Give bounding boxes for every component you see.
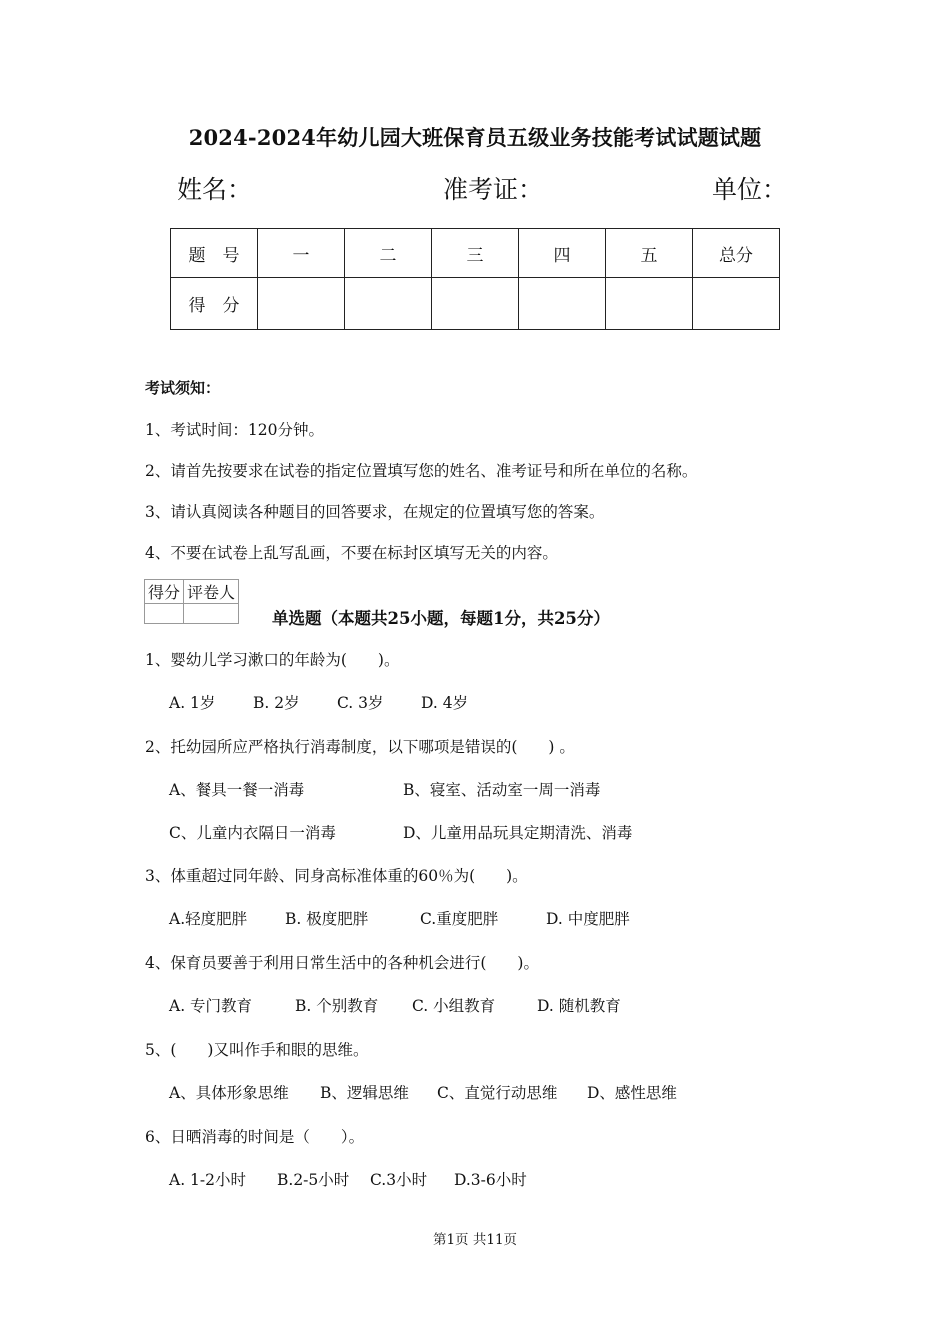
grader-name-label: 评卷人 (184, 580, 239, 604)
score-table-header-cell: 三 (432, 229, 519, 278)
question-stem: 4、保育员要善于利用日常生活中的各种机会进行( )。 (145, 954, 539, 972)
question-option: B. 极度肥胖 (285, 910, 369, 928)
score-table-header-cell: 四 (519, 229, 606, 278)
question-option: D. 随机教育 (537, 997, 621, 1015)
question-stem: 3、体重超过同年龄、同身高标准体重的60％为( )。 (145, 867, 528, 885)
score-cell-blank[interactable] (345, 278, 432, 330)
question-option: A. 专门教育 (169, 997, 253, 1015)
question-option: A. 1-2小时 (169, 1171, 247, 1189)
question-option: D、儿童用品玩具定期清洗、消毒 (403, 824, 633, 842)
grader-score-label: 得分 (145, 580, 184, 604)
question-option: C.3小时 (370, 1171, 428, 1189)
score-table-header-cell: 五 (606, 229, 693, 278)
score-cell-blank[interactable] (606, 278, 693, 330)
score-row-label: 得 分 (171, 278, 258, 330)
question-option: D. 中度肥胖 (546, 910, 630, 928)
question-option: C、直觉行动思维 (437, 1084, 558, 1102)
section-heading: 单选题（本题共25小题，每题1分，共25分） (272, 609, 610, 628)
question-option: D. 4岁 (421, 694, 469, 712)
name-field-label: 姓名： (177, 175, 253, 204)
notice-heading: 考试须知： (145, 379, 221, 397)
notice-item: 1、考试时间：120分钟。 (145, 421, 324, 439)
score-cell-blank[interactable] (258, 278, 345, 330)
question-stem: 1、婴幼儿学习漱口的年龄为( )。 (145, 651, 400, 669)
question-stem: 2、托幼园所应严格执行消毒制度，以下哪项是错误的( ) 。 (145, 738, 575, 756)
notice-item: 3、请认真阅读各种题目的回答要求，在规定的位置填写您的答案。 (145, 503, 605, 521)
question-option: A、餐具一餐一消毒 (169, 781, 305, 799)
score-cell-blank[interactable] (519, 278, 606, 330)
question-option: D.3-6小时 (454, 1171, 527, 1189)
question-option: B、逻辑思维 (320, 1084, 409, 1102)
question-stem: 5、( )又叫作手和眼的思维。 (145, 1041, 369, 1059)
question-option: A. 1岁 (169, 694, 216, 712)
question-option: B、寝室、活动室一周一消毒 (403, 781, 601, 799)
score-table-header-row (171, 229, 780, 278)
score-table-score-row (171, 278, 780, 330)
question-option: C. 小组教育 (412, 997, 496, 1015)
score-table (170, 228, 780, 330)
score-table-header-cell: 题 号 (171, 229, 258, 278)
question-option: B.2-5小时 (277, 1171, 350, 1189)
grader-name-blank[interactable] (184, 604, 239, 624)
grader-box (144, 579, 239, 624)
document-title: 2024-2024年幼儿园大班保育员五级业务技能考试试题试题 (188, 125, 762, 150)
exam-number-field-label: 准考证： (443, 175, 544, 204)
question-option: C、儿童内衣隔日一消毒 (169, 824, 336, 842)
score-cell-blank[interactable] (693, 278, 780, 330)
score-table-header-cell: 总分 (693, 229, 780, 278)
score-table-header-cell: 一 (258, 229, 345, 278)
notice-item: 2、请首先按要求在试卷的指定位置填写您的姓名、准考证号和所在单位的名称。 (145, 462, 698, 480)
page-footer: 第1页 共11页 (432, 1232, 518, 1248)
question-option: D、感性思维 (587, 1084, 677, 1102)
score-table-header-cell: 二 (345, 229, 432, 278)
score-cell-blank[interactable] (432, 278, 519, 330)
question-option: A、具体形象思维 (169, 1084, 289, 1102)
question-option: B. 2岁 (253, 694, 300, 712)
notice-item: 4、不要在试卷上乱写乱画，不要在标封区填写无关的内容。 (145, 544, 558, 562)
question-option: A.轻度肥胖 (169, 910, 248, 928)
question-option: B. 个别教育 (295, 997, 379, 1015)
unit-field-label: 单位： (712, 175, 788, 204)
grader-score-blank[interactable] (145, 604, 184, 624)
question-option: C.重度肥胖 (420, 910, 499, 928)
question-option: C. 3岁 (337, 694, 384, 712)
question-stem: 6、日晒消毒的时间是（ ）。 (145, 1128, 365, 1146)
